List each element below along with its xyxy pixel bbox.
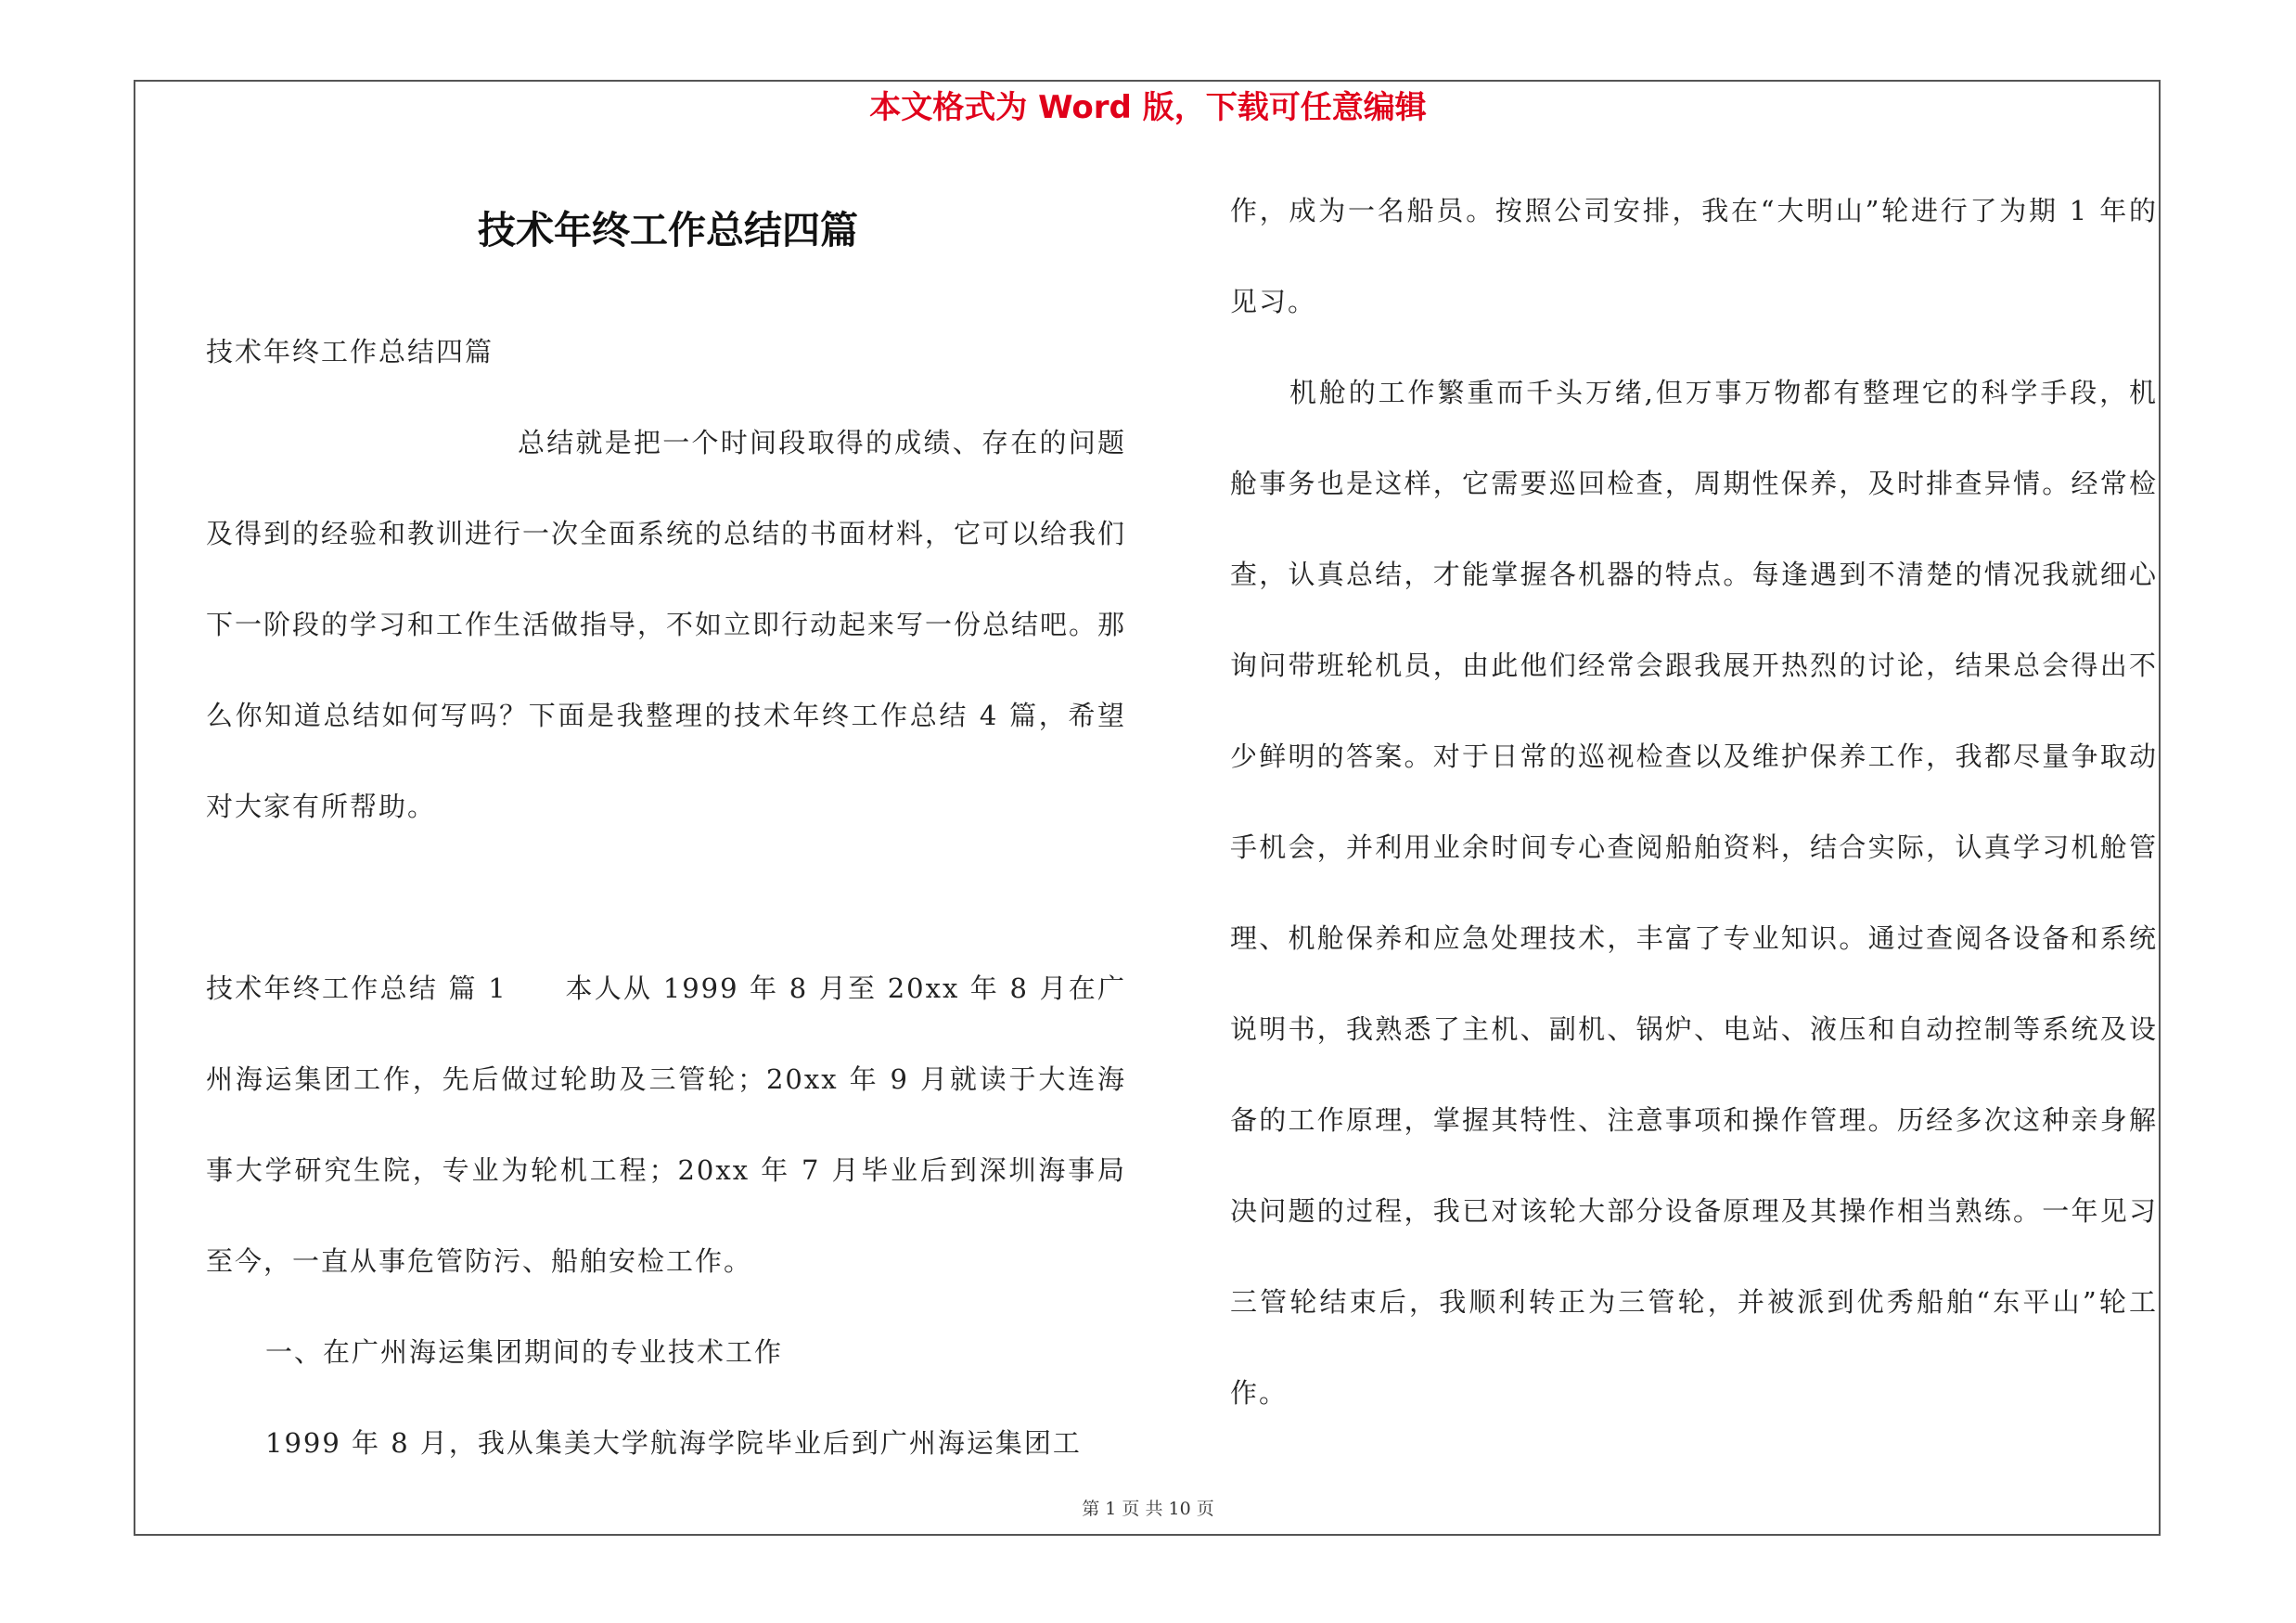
section1-paragraph: 技术年终工作总结 篇 1 本人从 1999 年 8 月至 20xx 年 8 月在广州海运集团工作，先后做过轮助及三管轮；20xx 年 9 月就读于大连海事大学研究生院，专业为轮机工程；20xx 年 7 月毕业后到深圳海事局至今，一直从事危管防污、船舶安检工作。 xyxy=(206,973,1126,1277)
format-banner: 本文格式为 Word 版，下载可任意编辑 xyxy=(869,89,1427,126)
paragraph-2: 机舱的工作繁重而千头万绪,但万事万物都有整理它的科学手段，机舱事务也是这样，它需要巡回检查，周期性保养，及时排查异情。经常检查，认真总结，才能掌握各机器的特点。每逢遇到不清楚的情况我就细心询问带班轮机员，由此他们经常会跟我展开热烈的讨论，结果总会得出不少鲜明的答案。对于日常的巡视检查以及维护保养工作，我都尽量争取动手机会，并利用业余时间专心查阅船舶资料，结合实际，认真学习机舱管理、机舱保养和应急处理技术，丰富了专业知识。通过查阅各设备和系统说明书，我熟悉了主机、副机、锅炉、电站、液压和自动控制等系统及设备的工作原理，掌握其特性、注意事项和操作管理。历经多次这种亲身解决问题的过程，我已对该轮大部分设备原理及其操作相当熟练。一年见习三管轮结束后，我顺利转正为三管轮，并被派到优秀船舶“东平山”轮工作。 xyxy=(1230,377,2158,1409)
paragraph-1-end: 作，成为一名船员。按照公司安排，我在“大明山”轮进行了为期 1 年的见习。 xyxy=(1230,195,2158,317)
document-title: 技术年终工作总结四篇 xyxy=(478,208,858,252)
right-column xyxy=(1230,165,2158,1438)
page-number-footer: 第 1 页 共 10 页 xyxy=(1082,1499,1214,1519)
section-heading-1: 一、在广州海运集团期间的专业技术工作 xyxy=(265,1336,784,1368)
intro-paragraph: 总结就是把一个时间段取得的成绩、存在的问题及得到的经验和教训进行一次全面系统的总结的书面材料，它可以给我们下一阶段的学习和工作生活做指导，不如立即行动起来写一份总结吧。那么你知道总结如何写吗？下面是我整理的技术年终工作总结 4 篇，希望对大家有所帮助。 xyxy=(206,427,1127,822)
subtitle-paragraph: 技术年终工作总结四篇 xyxy=(206,336,494,367)
paragraph-1-start: 1999 年 8 月，我从集美大学航海学院毕业后到广州海运集团工 xyxy=(265,1427,1082,1459)
left-column xyxy=(206,306,1126,1488)
